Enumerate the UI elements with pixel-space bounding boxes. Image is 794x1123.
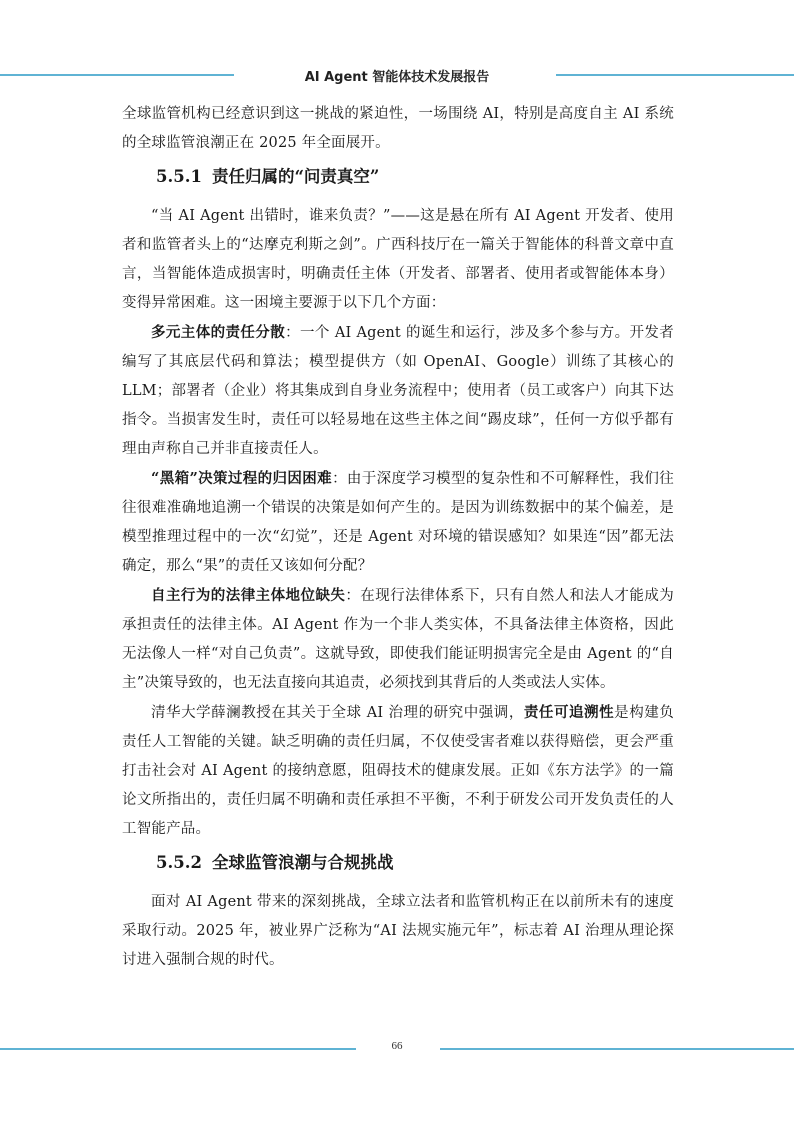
bold-term: 责任可追溯性 [523, 704, 615, 721]
section-number: 5.5.2 [156, 853, 202, 872]
section-number: 5.5.1 [156, 167, 202, 186]
paragraph-black-box: “黑箱”决策过程的归因困难：由于深度学习模型的复杂性和不可解释性，我们往往很难准确地追溯一个错误的决策是如何产生的。是因为训练数据中的某个偏差，是模型推理过程中的一次“幻觉”，还是 Agent 对环境的错误感知？如果连“因”都无法确定，那么“果”的责任又该如何分配？ [122, 470, 675, 574]
bold-lead: 多元主体的责任分散 [151, 324, 286, 341]
page-body [122, 100, 674, 975]
paragraph-traceability: 清华大学薛澜教授在其关于全球 AI 治理的研究中强调，责任可追溯性是构建负责任人工智能的关键。缺乏明确的责任归属，不仅使受害者难以获得赔偿，更会严重打击社会对 AI Agent 的接纳意愿，阻碍技术的健康发展。正如《东方法学》的一篇论文所指出的，责任归属不明确和责任承担不平衡，不利于研发公司开发负责任的人工智能产品。 [122, 704, 674, 837]
paragraph-legal-status: 自主行为的法律主体地位缺失：在现行法律体系下，只有自然人和法人才能成为承担责任的法律主体。AI Agent 作为一个非人类实体，不具备法律主体资格，因此无法像人一样“对自己负责”。这就导致，即使我们能证明损害完全是由 Agent 的“自主”决策导致的，也无法直接向其追责，必须找到其背后的人类或法人实体。 [122, 587, 674, 691]
bold-lead: 自主行为的法律主体地位缺失 [151, 587, 346, 604]
section-heading-5-5-2 [122, 846, 674, 880]
section-heading-5-5-1 [122, 160, 674, 194]
section-title: 责任归属的“问责真空” [211, 167, 380, 186]
paragraph: 面对 AI Agent 带来的深刻挑战，全球立法者和监管机构正在以前所未有的速度采取行动。2025 年，被业界广泛称为“AI 法规实施元年”，标志着 AI 治理从理论探讨进入强制合规的时代。 [122, 894, 674, 968]
page-number: 66 [391, 1040, 403, 1052]
paragraph-responsibility-dispersion: 多元主体的责任分散：一个 AI Agent 的诞生和运行，涉及多个参与方。开发者编写了其底层代码和算法；模型提供方（如 OpenAI、Google）训练了其核心的 LLM；部署者（企业）将其集成到自身业务流程中；使用者（员工或客户）向其下达指令。当损害发生时，责任可以轻易地在这些主体之间“踢皮球”，任何一方似乎都有理由声称自己并非直接责任人。 [122, 324, 674, 457]
paragraph: “当 AI Agent 出错时，谁来负责？”——这是悬在所有 AI Agent 开发者、使用者和监管者头上的“达摩克利斯之剑”。广西科技厅在一篇关于智能体的科普文章中直言，当智能体造成损害时，明确责任主体（开发者、部署者、使用者或智能体本身）变得异常困难。这一困境主要源于以下几个方面： [122, 208, 674, 311]
bold-lead: “黑箱”决策过程的归因困难 [151, 470, 333, 487]
section-title: 全球监管浪潮与合规挑战 [211, 853, 394, 872]
intro-paragraph: 全球监管机构已经意识到这一挑战的紧迫性，一场围绕 AI，特别是高度自主 AI 系统的全球监管浪潮正在 2025 年全面展开。 [122, 106, 674, 151]
running-header: AI Agent 智能体技术发展报告 [304, 70, 490, 85]
